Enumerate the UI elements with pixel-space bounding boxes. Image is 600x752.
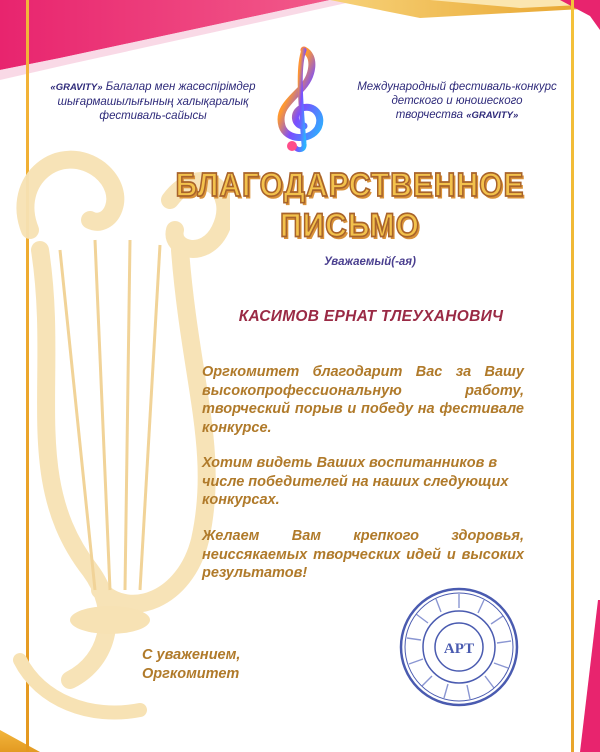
- header-right-line3: творчества: [395, 109, 467, 121]
- signoff-line2: Оргкомитет: [142, 666, 240, 682]
- body-paragraph-2: Хотим видеть Ваших воспитанников в числе победителей на наших следующих конкурсах.: [202, 455, 509, 508]
- recipient-name: КАСИМОВ ЕРНАТ ТЛЕУХАНОВИЧ: [238, 308, 504, 325]
- header-right-line1: Международный фестиваль-конкурс: [357, 81, 557, 93]
- body-paragraph-1: Оргкомитет благодарит Вас за Вашу высокопрофессиональную работу, творческий порыв и победу на фестивале конкурсе.: [202, 364, 524, 436]
- signoff: [142, 646, 292, 684]
- header-right-russian: [352, 80, 562, 123]
- header-left-line1: Балалар мен жасөспірімдер: [102, 81, 256, 93]
- header-right-line2: детского и юношеского: [391, 95, 523, 107]
- body-paragraph-3: Желаем Вам крепкого здоровья, неиссякаемых творческих идей и высоких результатов!: [202, 528, 524, 581]
- header-left-line2: шығармашылығының халықаралық: [57, 96, 249, 108]
- brand-gravity-left: «GRAVITY»: [50, 82, 103, 93]
- signoff-line1: С уважением,: [142, 647, 241, 663]
- stamp-center-text: АРТ: [443, 641, 475, 657]
- treble-clef-icon: [270, 46, 332, 154]
- header-left-kazakh: [48, 80, 258, 123]
- title-line1: БЛАГОДАРСТВЕННОЕ: [175, 167, 525, 205]
- greeting: Уважаемый(-ая): [324, 256, 416, 268]
- right-frame-line: [571, 0, 574, 752]
- round-stamp-icon: [398, 586, 520, 708]
- letter-title: [170, 166, 530, 247]
- header-left-line3: фестиваль-сайысы: [99, 110, 207, 122]
- brand-gravity-right: «GRAVITY»: [466, 110, 519, 121]
- title-line2: ПИСЬМО: [280, 207, 420, 245]
